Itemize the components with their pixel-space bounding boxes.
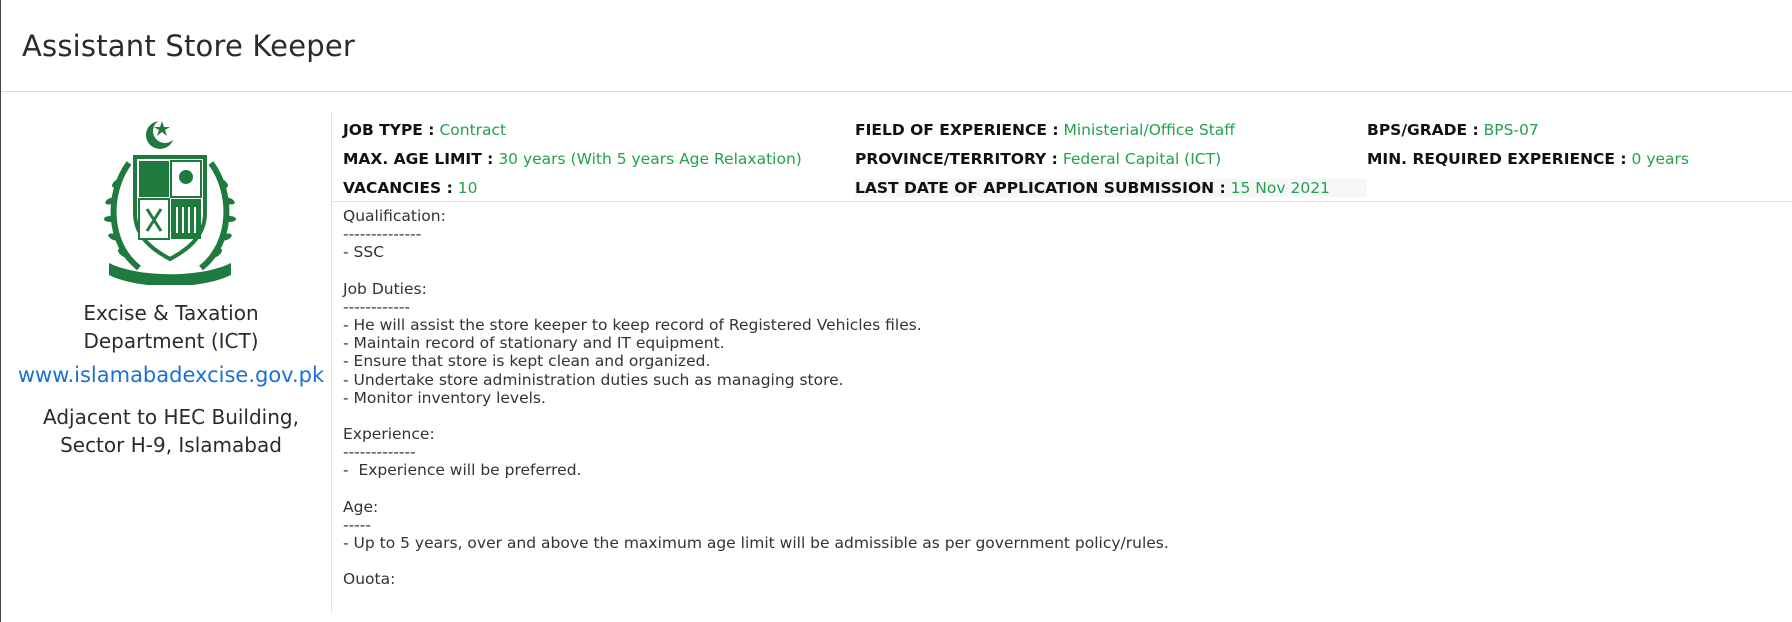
job-description <box>343 207 1743 606</box>
list-item: - Monitor inventory levels. <box>343 388 546 407</box>
experience-section <box>343 425 1743 480</box>
last-date-value: 15 Nov 2021 <box>1230 178 1330 197</box>
organization-panel <box>1 93 331 622</box>
horizontal-divider <box>331 201 1792 202</box>
province-label: PROVINCE/TERRITORY : <box>855 149 1058 168</box>
age-section <box>343 498 1743 553</box>
field-of-experience-label: FIELD OF EXPERIENCE : <box>855 120 1059 139</box>
grade-field <box>1367 121 1539 139</box>
last-date-label: LAST DATE OF APPLICATION SUBMISSION : <box>855 178 1226 197</box>
list-item: - Maintain record of stationary and IT equipment. <box>343 334 725 353</box>
section-rule: ------------ <box>343 297 411 316</box>
meta-row <box>343 173 1792 202</box>
grade-value: BPS-07 <box>1483 120 1539 139</box>
max-age-field <box>343 150 802 168</box>
organization-website-link[interactable]: www.islamabadexcise.gov.pk <box>17 363 325 387</box>
max-age-value: 30 years (With 5 years Age Relaxation) <box>498 149 802 168</box>
vertical-divider <box>331 113 332 613</box>
grade-label: BPS/GRADE : <box>1367 120 1479 139</box>
min-experience-label: MIN. REQUIRED EXPERIENCE : <box>1367 149 1627 168</box>
section-heading: Ouota: <box>343 570 396 589</box>
min-experience-value: 0 years <box>1631 149 1689 168</box>
organization-address <box>1 403 341 459</box>
last-date-field <box>855 179 1367 197</box>
organization-name <box>1 299 341 355</box>
meta-row <box>343 115 1792 144</box>
qualification-section <box>343 207 1743 262</box>
job-type-label: JOB TYPE : <box>343 120 435 139</box>
section-rule: ----- <box>343 515 371 534</box>
section-heading: Qualification: <box>343 207 446 225</box>
max-age-label: MAX. AGE LIMIT : <box>343 149 494 168</box>
section-rule: ------------- <box>343 443 416 462</box>
quota-section <box>343 570 1743 588</box>
job-body <box>1 93 1792 622</box>
vacancies-label: VACANCIES : <box>343 178 453 197</box>
section-heading: Job Duties: <box>343 279 427 298</box>
province-value: Federal Capital (ICT) <box>1062 149 1222 168</box>
list-item: - Up to 5 years, over and above the maximum age limit will be admissible as per government policy/rules. <box>343 534 1169 553</box>
address-line-2: Sector H-9, Islamabad <box>60 433 282 457</box>
job-type-field <box>343 121 506 139</box>
address-line-1: Adjacent to HEC Building, <box>43 405 299 429</box>
job-type-value: Contract <box>439 120 507 139</box>
organization-name-line-2: Department (ICT) <box>83 329 259 353</box>
list-item: - Ensure that store is kept clean and organized. <box>343 352 711 371</box>
vacancies-value: 10 <box>457 178 478 197</box>
vacancies-field <box>343 179 477 197</box>
list-item: - Undertake store administration duties such as managing store. <box>343 370 844 389</box>
duties-section <box>343 280 1743 407</box>
section-rule: -------------- <box>343 225 422 244</box>
title-bar <box>1 0 1792 92</box>
section-heading: Age: <box>343 497 379 516</box>
organization-name-line-1: Excise & Taxation <box>83 301 259 325</box>
province-field <box>855 150 1221 168</box>
job-meta-grid <box>343 115 1792 202</box>
list-item: - Experience will be preferred. <box>343 461 582 480</box>
section-heading: Experience: <box>343 425 435 444</box>
min-experience-field <box>1367 150 1689 168</box>
meta-row <box>343 144 1792 173</box>
pakistan-state-emblem-icon <box>99 113 241 285</box>
list-item: - He will assist the store keeper to keep record of Registered Vehicles files. <box>343 316 922 335</box>
field-of-experience-value: Ministerial/Office Staff <box>1063 120 1235 139</box>
list-item: - SSC <box>343 243 385 262</box>
page-title: Assistant Store Keeper <box>22 28 356 63</box>
field-of-experience-field <box>855 121 1235 139</box>
